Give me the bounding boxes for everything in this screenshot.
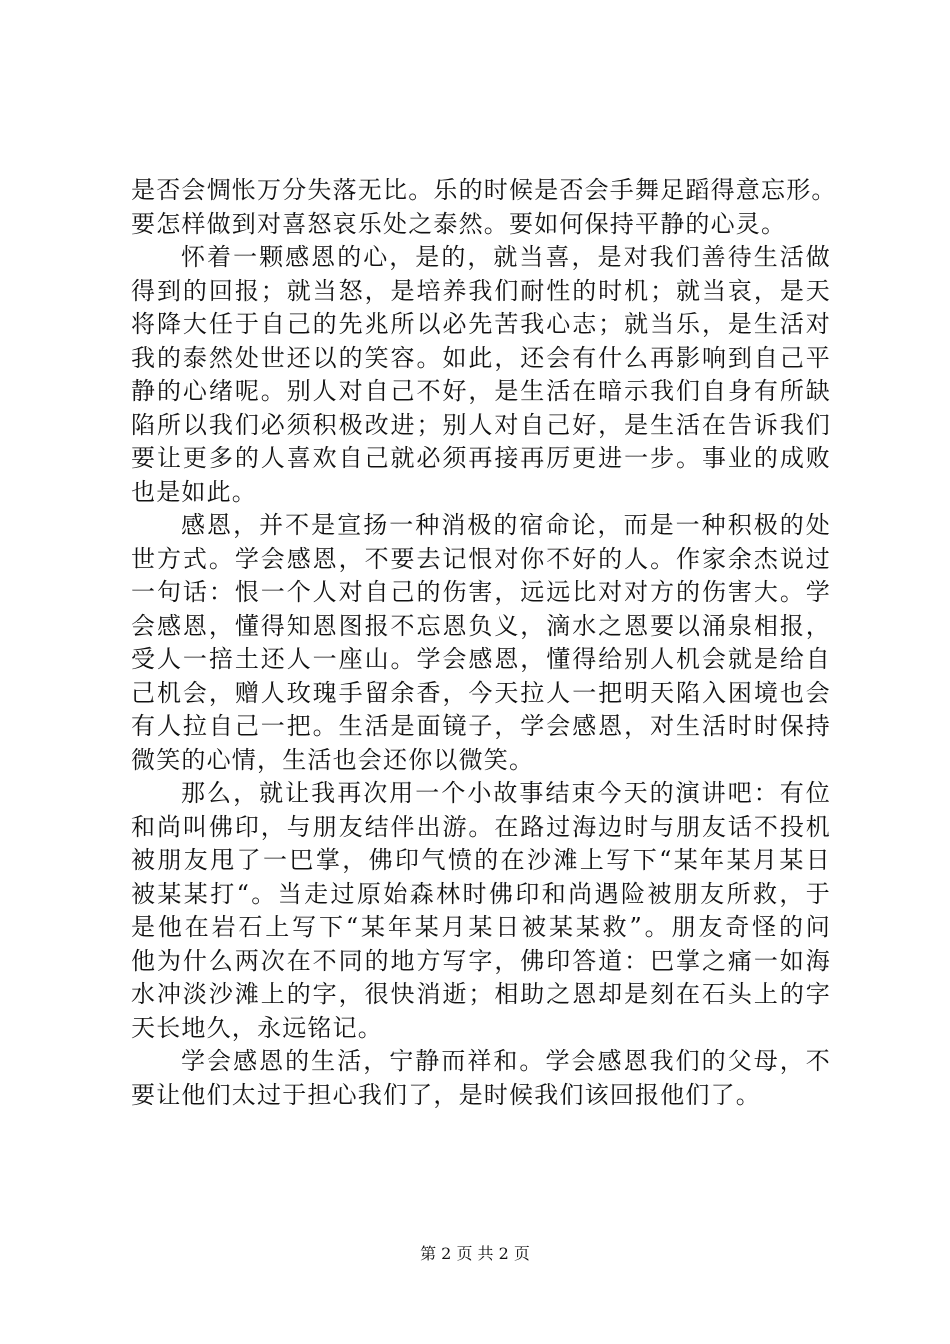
text-line: 要让他们太过于担心我们了，是时候我们该回报他们了。 [131,1080,761,1109]
text-line: 和尚叫佛印，与朋友结伴出游。在路过海边时与朋友话不投机 [131,812,831,841]
page-footer: 第 2 页 共 2 页 [420,1244,530,1263]
text-line: 那么，就让我再次用一个小故事结束今天的演讲吧：有位 [181,779,831,807]
text-line: 有人拉自己一把。生活是面镜子，学会感恩，对生活时时保持 [131,712,831,740]
text-line: 受人一掊土还人一座山。学会感恩，懂得给别人机会就是给自 [131,645,831,673]
text-line: 得到的回报；就当怒，是培养我们耐性的时机；就当哀，是天 [131,276,831,305]
text-line: 陷所以我们必须积极改进；别人对自己好，是生活在告诉我们 [131,410,831,439]
text-line: 我的泰然处世还以的笑容。如此，还会有什么再影响到自己平 [131,343,831,372]
text-line: 学会感恩的生活，宁静而祥和。学会感恩我们的父母，不 [181,1047,831,1075]
text-line: 己机会，赠人玫瑰手留余香，今天拉人一把明天陷入困境也会 [131,678,831,707]
text-line: 天长地久，永远铭记。 [131,1013,383,1042]
text-line: 将降大任于自己的先兆所以必先苦我心志；就当乐，是生活对 [131,310,831,338]
text-line: 是否会惆怅万分失落无比。乐的时候是否会手舞足蹈得意忘形。 [131,176,837,204]
text-line: 世方式。学会感恩，不要去记恨对你不好的人。作家余杰说过 [131,544,831,573]
text-line: 水冲淡沙滩上的字，很快消逝；相助之恩却是刻在石头上的字 [131,980,831,1008]
text-line: 被某某打“。当走过原始森林时佛印和尚遇险被朋友所救，于 [131,879,831,908]
text-line: 感恩，并不是宣扬一种消极的宿命论，而是一种积极的处 [181,511,831,539]
text-line: 要怎样做到对喜怒哀乐处之泰然。要如何保持平静的心灵。 [131,209,787,238]
text-line: 是他在岩石上写下“某年某月某日被某某救”。朋友奇怪的问 [131,913,831,941]
text-line: 他为什么两次在不同的地方写字，佛印答道：巴掌之痛一如海 [131,946,831,975]
text-line: 怀着一颗感恩的心，是的，就当喜，是对我们善待生活做 [181,243,831,271]
text-line: 一句话：恨一个人对自己的伤害，远远比对对方的伤害大。学 [131,578,831,606]
text-line: 被朋友甩了一巴掌，佛印气愤的在沙滩上写下“某年某月某日 [131,846,831,874]
text-line: 要让更多的人喜欢自己就必须再接再厉更进一步。事业的成败 [131,444,831,472]
document-body [131,174,837,1112]
text-line: 微笑的心情，生活也会还你以微笑。 [131,745,535,774]
text-line: 静的心绪呢。别人对自己不好，是生活在暗示我们自身有所缺 [131,377,831,405]
text-line: 也是如此。 [131,477,257,506]
text-line: 会感恩，懂得知恩图报不忘恩负义，滴水之恩要以涌泉相报， [131,611,831,640]
